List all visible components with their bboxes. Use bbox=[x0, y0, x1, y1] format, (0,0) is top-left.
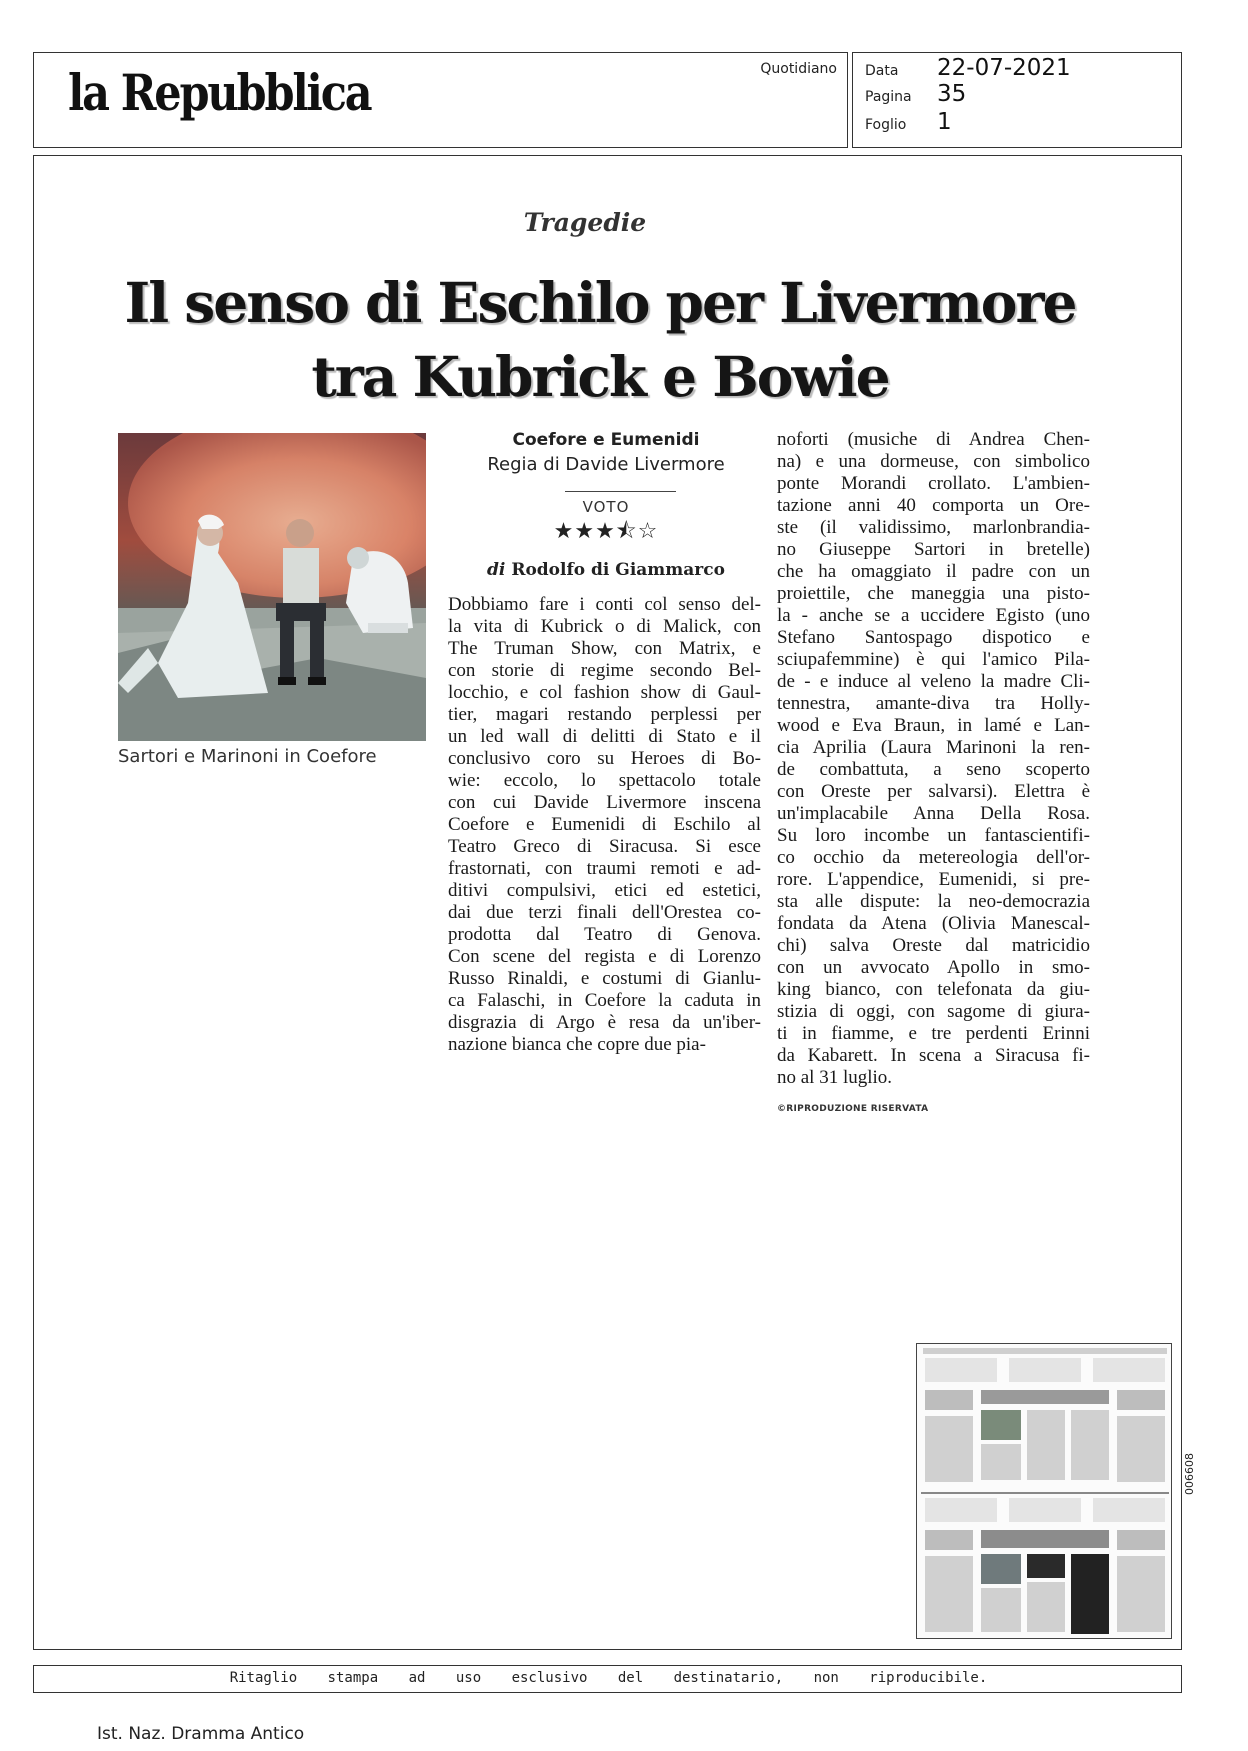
article-line: ti in fiamme, e tre perdenti Erinni bbox=[777, 1023, 1090, 1044]
article-line: la - anche se a uccidere Egisto (uno bbox=[777, 605, 1090, 626]
date-row bbox=[865, 55, 1071, 81]
article-line: stizia di oggi, con sagome di giura- bbox=[777, 1001, 1090, 1022]
page-thumbnail bbox=[916, 1343, 1172, 1639]
copyright-notice: ©RIPRODUZIONE RISERVATA bbox=[777, 1104, 929, 1114]
article-line: con un avvocato Apollo in smo- bbox=[777, 957, 1090, 978]
article-line: sciupafemmine) è qui l'amico Pila- bbox=[777, 649, 1090, 670]
article-line: ca Falaschi, in Coefore la caduta in bbox=[448, 990, 761, 1011]
page-label: Pagina bbox=[865, 89, 912, 105]
article-line: proiettile, che maneggia una pisto- bbox=[777, 583, 1090, 604]
article-line: wie: eccolo, lo spettacolo totale bbox=[448, 770, 761, 791]
sheet-row bbox=[865, 109, 952, 135]
article-line: frastornati, con traumi remoti e ad- bbox=[448, 858, 761, 879]
article-line: sta alle dispute: la neo-democrazia bbox=[777, 891, 1090, 912]
newspaper-logo: la Repubblica bbox=[68, 63, 371, 122]
article-kicker: Tragedie bbox=[523, 208, 647, 237]
article-line: con Oreste per salvarsi). Elettra è bbox=[777, 781, 1090, 802]
article-line: no al 31 luglio. bbox=[777, 1067, 893, 1088]
article-line: The Truman Show, con Matrix, e bbox=[448, 638, 761, 659]
article-line: la vita di Kubrick o di Malick, con bbox=[448, 616, 761, 637]
byline-author: Rodolfo di Giammarco bbox=[511, 560, 725, 580]
article-line: nazione bianca che copre due pia- bbox=[448, 1034, 706, 1055]
article-line: conclusivo coro su Heroes di Bo- bbox=[448, 748, 761, 769]
article-line: no Giuseppe Sartori in bretelle) bbox=[777, 539, 1090, 560]
headline-line-2: tra Kubrick e Bowie bbox=[311, 344, 889, 409]
footer-bar bbox=[33, 1665, 1182, 1693]
article-line: ditivi compulsivi, etici ed estetici, bbox=[448, 880, 761, 901]
article-line: de combattuta, a seno scoperto bbox=[777, 759, 1090, 780]
institution-name: Ist. Naz. Dramma Antico bbox=[97, 1724, 305, 1744]
article-line: rore. L'appendice, Eumenidi, si pre- bbox=[777, 869, 1090, 890]
article-line: king bianco, con telefonata da giu- bbox=[777, 979, 1090, 1000]
date-value: 22-07-2021 bbox=[937, 55, 1071, 81]
article-line: co occhio da metereologia dell'or- bbox=[777, 847, 1090, 868]
article-line: con cui Davide Livermore inscena bbox=[448, 792, 761, 813]
page-value: 35 bbox=[937, 81, 967, 107]
article-line: chi) salva Oreste dal matricidio bbox=[777, 935, 1090, 956]
article-column-2 bbox=[777, 429, 1090, 1089]
article-line: disgrazia di Argo è resa da un'iber- bbox=[448, 1012, 761, 1033]
masthead-box bbox=[33, 52, 848, 148]
sheet-label: Foglio bbox=[865, 117, 907, 133]
article-line: dai due terzi finali dell'Orestea co- bbox=[448, 902, 761, 923]
metadata-box bbox=[852, 52, 1182, 148]
show-title: Coefore e Eumenidi bbox=[512, 430, 700, 450]
page-thumbnail-illustration bbox=[917, 1344, 1172, 1639]
byline bbox=[448, 560, 764, 580]
article-line: locchio, e col fashion show di Gaul- bbox=[448, 682, 761, 703]
article-line: Coefore e Eumenidi di Eschilo al bbox=[448, 814, 761, 835]
article-line: Dobbiamo fare i conti col senso del- bbox=[448, 594, 761, 615]
sheet-value: 1 bbox=[937, 109, 952, 135]
rating-label: VOTO bbox=[582, 498, 630, 516]
headline-line-1: Il senso di Eschilo per Livermore bbox=[124, 270, 1076, 335]
article-line: Stefano Santospago dispotico e bbox=[777, 627, 1090, 648]
article-line: Con scene del regista e di Lorenzo bbox=[448, 946, 761, 967]
date-label: Data bbox=[865, 63, 899, 79]
clipping-code: 006608 bbox=[1183, 1453, 1196, 1495]
article-line: tier, magari restando perplessi per bbox=[448, 704, 761, 725]
article-line: tazione anni 40 comporta un Ore- bbox=[777, 495, 1090, 516]
article-line: un led wall di delitti di Stato e il bbox=[448, 726, 761, 747]
publication-type: Quotidiano bbox=[760, 61, 837, 77]
article-line: na) e una dormeuse, con simbolico bbox=[777, 451, 1090, 472]
article-line: prodotta dal Teatro di Genova. bbox=[448, 924, 761, 945]
article-line: Teatro Greco di Siracusa. Si esce bbox=[448, 836, 761, 857]
article-line: ste (il validissimo, marlonbrandia- bbox=[777, 517, 1090, 538]
article-line: con storie di regime secondo Bel- bbox=[448, 660, 761, 681]
article-line: cia Aprilia (Laura Marinoni la ren- bbox=[777, 737, 1090, 758]
article-line: ponte Morandi crollato. L'ambien- bbox=[777, 473, 1090, 494]
article-line: un'implacabile Anna Della Rosa. bbox=[777, 803, 1090, 824]
footer-notice: Ritaglio stampa ad uso esclusivo del destinatario, non riproducibile. bbox=[229, 1670, 988, 1686]
article-column-1 bbox=[448, 594, 761, 1056]
article-line: fondata da Atena (Olivia Manescal- bbox=[777, 913, 1090, 934]
article-line: wood e Eva Braun, in lamé e Lan- bbox=[777, 715, 1090, 736]
info-divider bbox=[565, 491, 676, 492]
page-row bbox=[865, 81, 966, 107]
article-line: Su loro incombe un fantascientifi- bbox=[777, 825, 1090, 846]
article-line: noforti (musiche di Andrea Chen- bbox=[777, 429, 1090, 450]
article-line: che ha omaggiato il padre con un bbox=[777, 561, 1090, 582]
rating-stars: ★★★⯪☆ bbox=[553, 519, 659, 544]
article-line: tennestra, amante-diva tra Holly- bbox=[777, 693, 1090, 714]
article-photo bbox=[118, 433, 426, 741]
stage-photo-illustration bbox=[118, 433, 426, 741]
show-director: Regia di Davide Livermore bbox=[487, 454, 725, 475]
article-line: da Kabarett. In scena a Siracusa fi- bbox=[777, 1045, 1090, 1066]
byline-prefix: di bbox=[487, 560, 506, 580]
photo-caption: Sartori e Marinoni in Coefore bbox=[118, 746, 377, 767]
article-line: Russo Rinaldi, e costumi di Gianlu- bbox=[448, 968, 761, 989]
article-line: de - e induce al veleno la madre Cli- bbox=[777, 671, 1090, 692]
